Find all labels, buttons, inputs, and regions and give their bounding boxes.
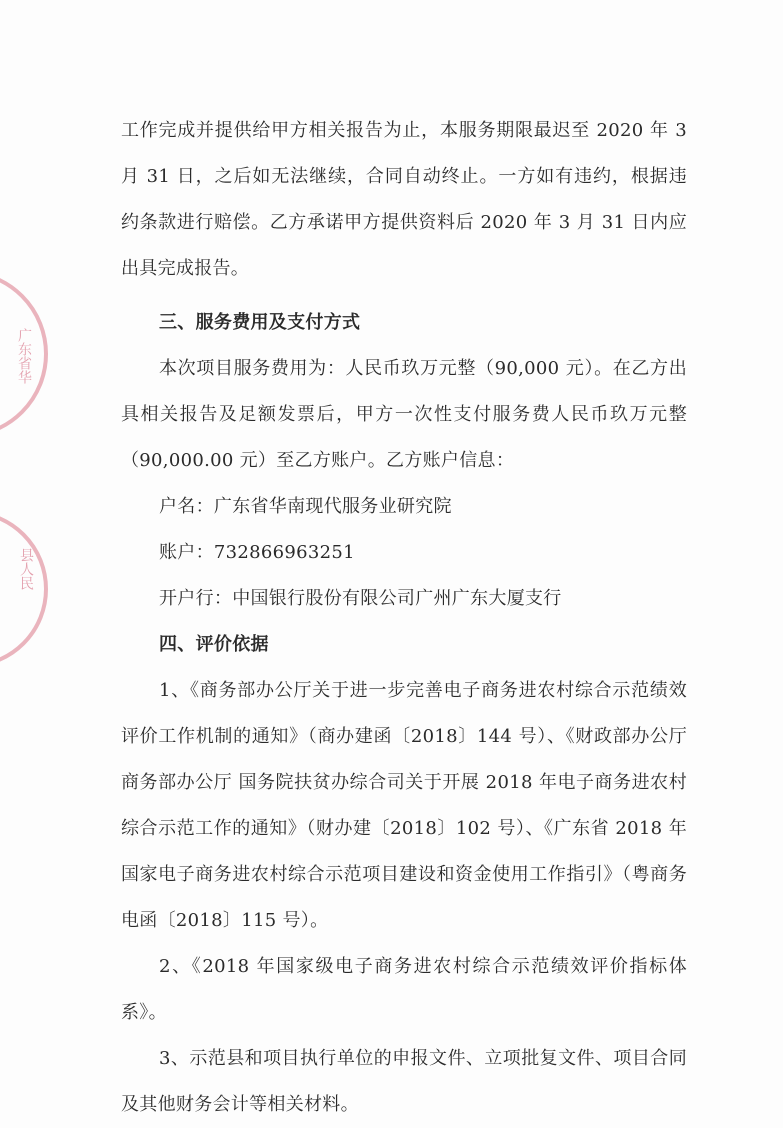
paragraph-basis-1: 1、《商务部办公厅关于进一步完善电子商务进农村综合示范绩效评价工作机制的通知》（商办建函〔2018〕144 号）、《财政部办公厅 商务部办公厅 国务院扶贫办综合司关于开展 2018 年电子商务进农村综合示范工作的通知》（财办建〔2018〕102 号）、《广东省 2018 年国家电子商务进农村综合示范项目建设和资金使用工作指引》（粤商务电函〔2018〕115 号）。: [121, 680, 687, 931]
section-heading-basis: 四、评价依据: [159, 634, 269, 655]
document-body: [121, 108, 687, 1128]
paragraph-basis-3: 3、示范县和项目执行单位的申报文件、立项批复文件、项目合同及其他财务会计等相关材料。: [121, 1048, 687, 1115]
paragraph-fees: 本次项目服务费用为：人民币玖万元整（90,000 元）。在乙方出具相关报告及足额发票后，甲方一次性支付服务费人民币玖万元整（90,000.00 元）至乙方账户。乙方账户信息：: [121, 358, 687, 471]
seal-text-top: 广东省华: [16, 328, 32, 384]
section-heading-fees: 三、服务费用及支付方式: [159, 312, 361, 333]
paragraph-basis-2: 2、《2018 年国家级电子商务进农村综合示范绩效评价指标体系》。: [121, 956, 687, 1023]
paragraph-term: 工作完成并提供给甲方相关报告为止，本服务期限最迟至 2020 年 3 月 31 日，之后如无法继续，合同自动终止。一方如有违约，根据违约条款进行赔偿。乙方承诺甲方提供资料后 2020 年 3 月 31 日内应出具完成报告。: [121, 120, 687, 279]
seal-text-bottom: 县人民: [18, 548, 34, 590]
account-name: 户名：广东省华南现代服务业研究院: [159, 496, 452, 517]
bank-branch: 开户行：中国银行股份有限公司广州广东大厦支行: [159, 588, 562, 609]
account-number: 账户：732866963251: [159, 542, 355, 563]
